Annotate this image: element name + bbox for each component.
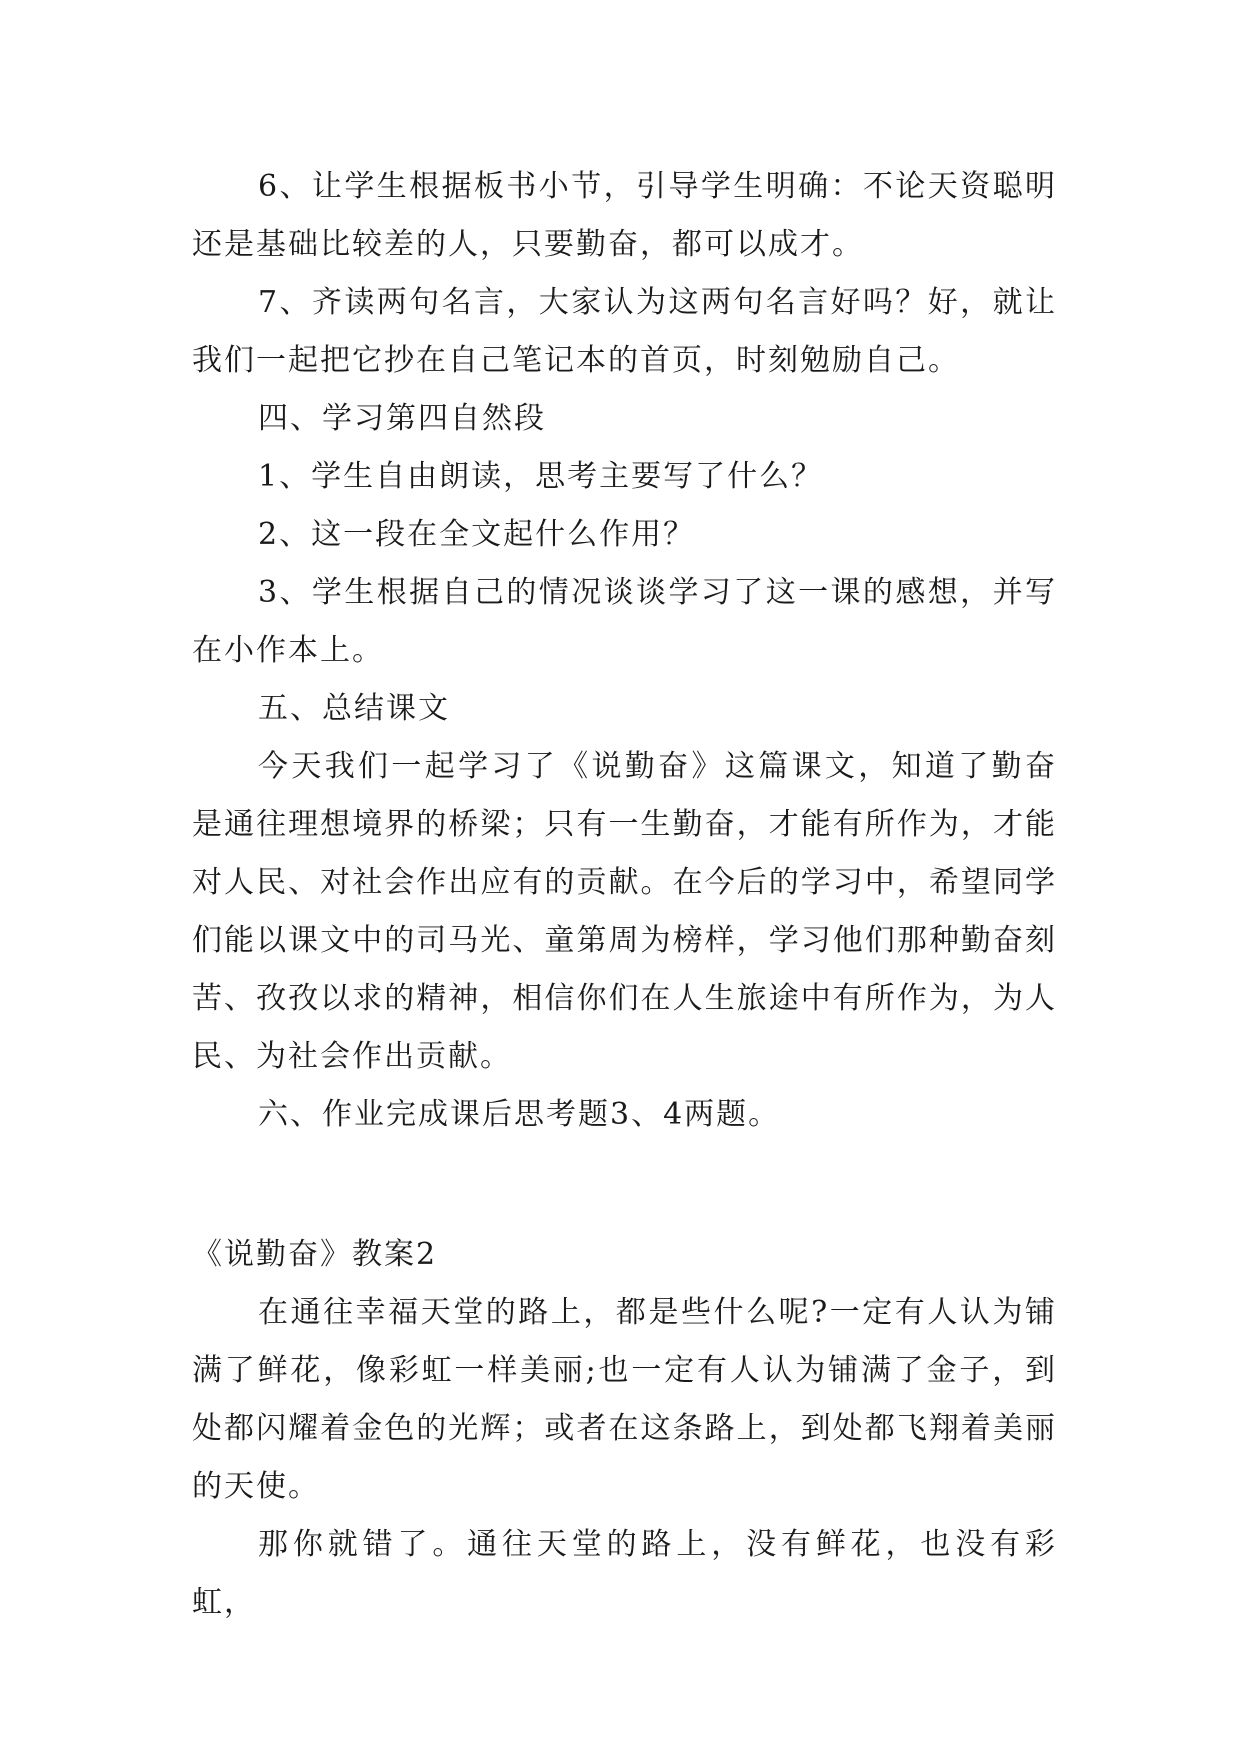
paragraph-lesson2-1: 在通往幸福天堂的路上，都是些什么呢?一定有人认为铺满了鲜花，像彩虹一样美丽;也一定有人认为铺满了金子，到处都闪耀着金色的光辉；或者在这条路上，到处都飞翔着美丽的天使。: [192, 1295, 1057, 1504]
section-title: 《说勤奋》教案2: [192, 1237, 438, 1272]
document-body: [192, 158, 1057, 1632]
heading-part-4: 四、学习第四自然段: [258, 401, 546, 436]
paragraph-summary: 今天我们一起学习了《说勤奋》这篇课文，知道了勤奋是通往理想境界的桥梁；只有一生勤奋，才能有所作为，才能对人民、对社会作出应有的贡献。在今后的学习中，希望同学们能以课文中的司马光、童第周为榜样，学习他们那种勤奋刻苦、孜孜以求的精神，相信你们在人生旅途中有所作为，为人民、为社会作出贡献。: [192, 749, 1057, 1074]
paragraph-step-6: 6、让学生根据板书小节，引导学生明确：不论天资聪明还是基础比较差的人，只要勤奋，都可以成才。: [192, 169, 1057, 262]
paragraph-part4-item-3: 3、学生根据自己的情况谈谈学习了这一课的感想，并写在小作本上。: [192, 575, 1057, 668]
paragraph-part4-item-2: 2、这一段在全文起什么作用？: [258, 517, 696, 552]
paragraph-lesson2-2: 那你就错了。通往天堂的路上，没有鲜花，也没有彩虹，: [192, 1527, 1057, 1620]
heading-part-5: 五、总结课文: [258, 691, 450, 726]
paragraph-homework: 六、作业完成课后思考题3、4两题。: [258, 1097, 781, 1132]
paragraph-step-7: 7、齐读两句名言，大家认为这两句名言好吗？好，就让我们一起把它抄在自己笔记本的首页，时刻勉励自己。: [192, 285, 1057, 378]
paragraph-part4-item-1: 1、学生自由朗读，思考主要写了什么？: [258, 459, 824, 494]
